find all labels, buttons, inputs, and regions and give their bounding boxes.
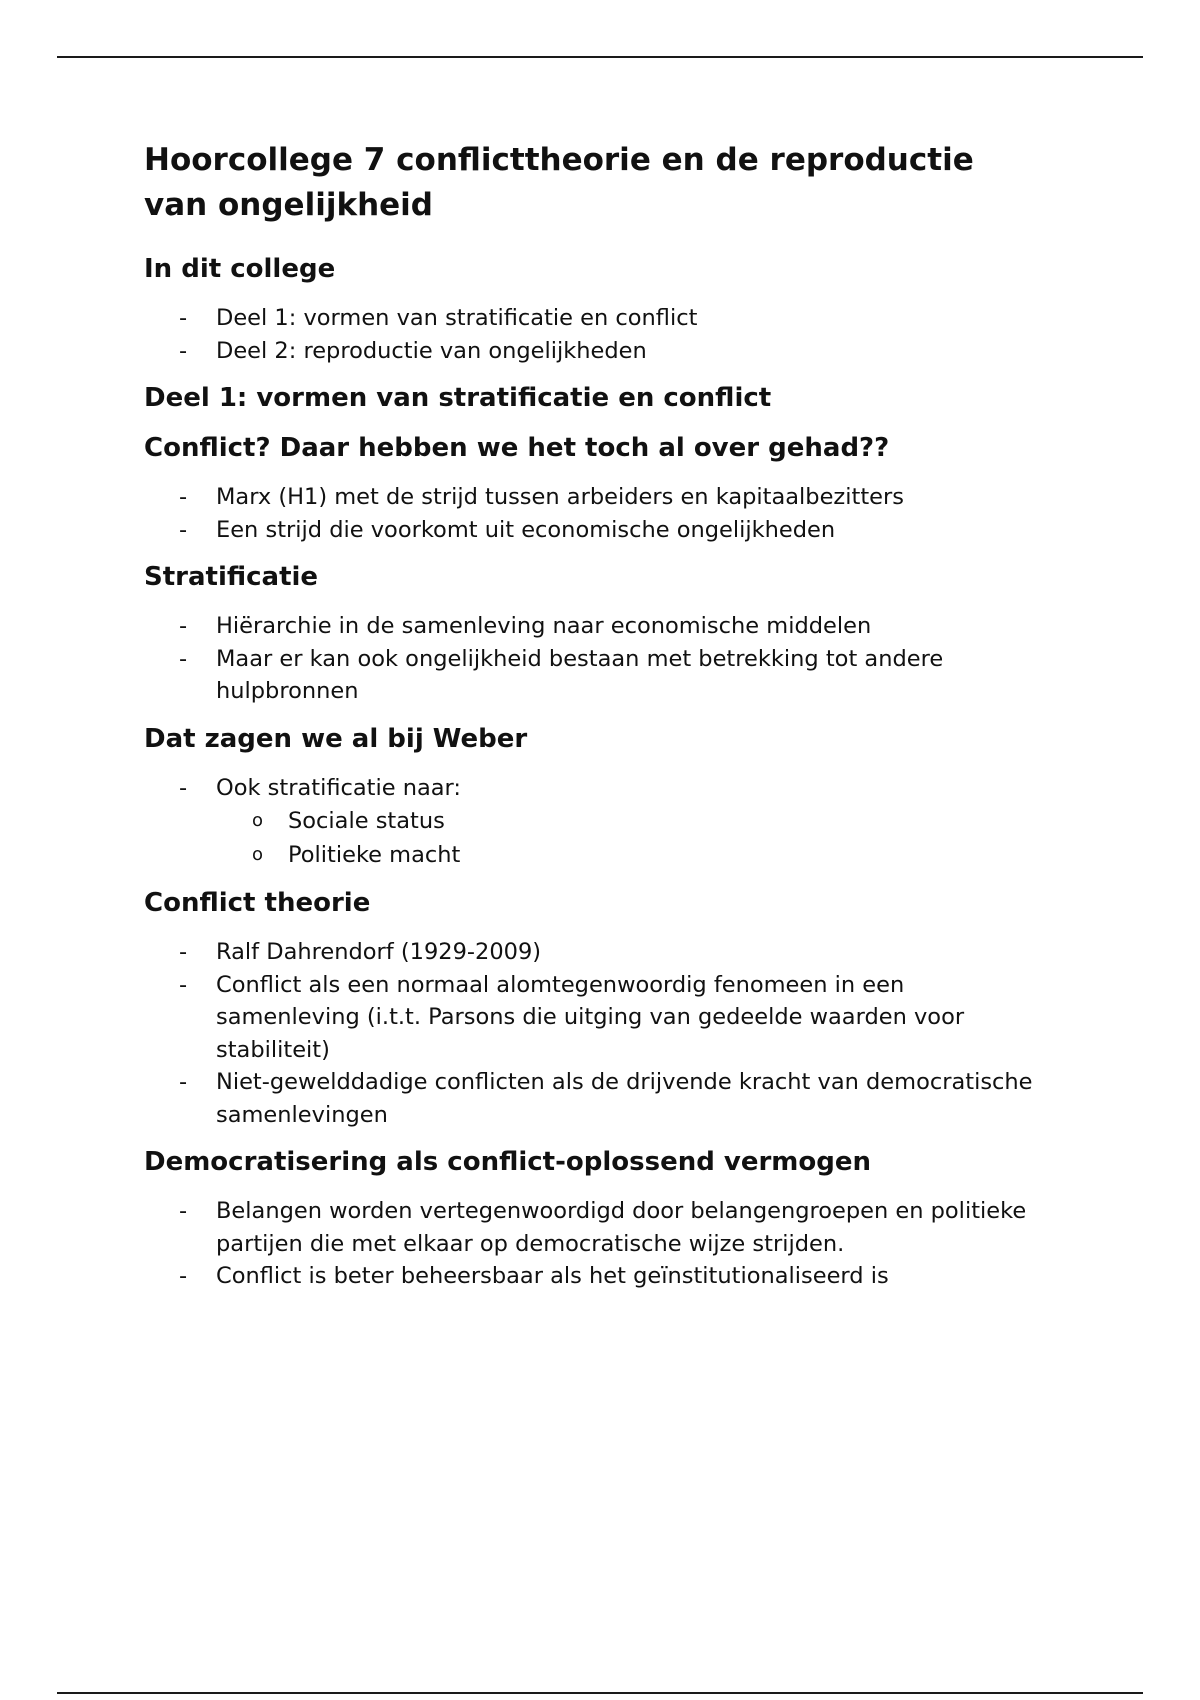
sub-list-item: o Politieke macht — [216, 838, 1044, 872]
list-item: - Een strijd die voorkomt uit economische ongelijkheden — [144, 514, 1044, 547]
section-heading-democratisering: Democratisering als conflict-oplossend vermogen — [144, 1147, 872, 1177]
list-item: - Belangen worden vertegenwoordigd door belangengroepen en politieke partijen die met elkaar op democratische wijze strijden. — [144, 1195, 1044, 1260]
list-item: - Conflict is beter beheersbaar als het geïnstitutionaliseerd is — [144, 1260, 1044, 1293]
list-item: - Ralf Dahrendorf (1929-2009) — [144, 936, 1044, 969]
bullet-list — [144, 610, 1044, 708]
section-heading-conflict-theorie: Conflict theorie — [144, 888, 371, 918]
bullet-list — [144, 302, 1044, 367]
section-heading-in-dit-college: In dit college — [144, 254, 336, 284]
section-heading-weber: Dat zagen we al bij Weber — [144, 723, 528, 754]
list-item: - Niet-gewelddadige conflicten als de drijvende kracht van democratische samenlevingen — [144, 1066, 1044, 1131]
sub-list-item: o Sociale status — [216, 804, 1044, 838]
bullet-list — [144, 772, 1044, 873]
bottom-rule — [57, 1692, 1143, 1694]
list-item: - Hiërarchie in de samenleving naar economische middelen — [144, 610, 1044, 643]
bullet-list — [144, 1195, 1044, 1293]
bullet-list — [144, 936, 1044, 1131]
list-item: - Deel 1: vormen van stratificatie en conflict — [144, 302, 1044, 335]
sub-list — [216, 804, 1044, 872]
list-item — [144, 772, 1044, 873]
list-item: - Maar er kan ook ongelijkheid bestaan met betrekking tot andere hulpbronnen — [144, 643, 1044, 708]
list-item: - Conflict als een normaal alomtegenwoordig fenomeen in een samenleving (i.t.t. Parsons die uitging van gedeelde waarden voor stabiliteit) — [144, 969, 1044, 1067]
top-rule — [57, 56, 1143, 58]
list-item-text: Ook stratificatie naar: — [216, 774, 461, 801]
document-body — [144, 138, 1044, 1307]
section-heading-conflict: Conflict? Daar hebben we het toch al over gehad?? — [144, 433, 890, 463]
list-item: - Marx (H1) met de strijd tussen arbeiders en kapitaalbezitters — [144, 481, 1044, 514]
document-title: Hoorcollege 7 conflicttheorie en de reproductie van ongelijkheid — [144, 142, 974, 223]
section-heading-deel-1: Deel 1: vormen van stratificatie en conflict — [144, 383, 772, 413]
section-heading-stratificatie: Stratificatie — [144, 562, 319, 592]
bullet-list — [144, 481, 1044, 546]
list-item: - Deel 2: reproductie van ongelijkheden — [144, 335, 1044, 368]
